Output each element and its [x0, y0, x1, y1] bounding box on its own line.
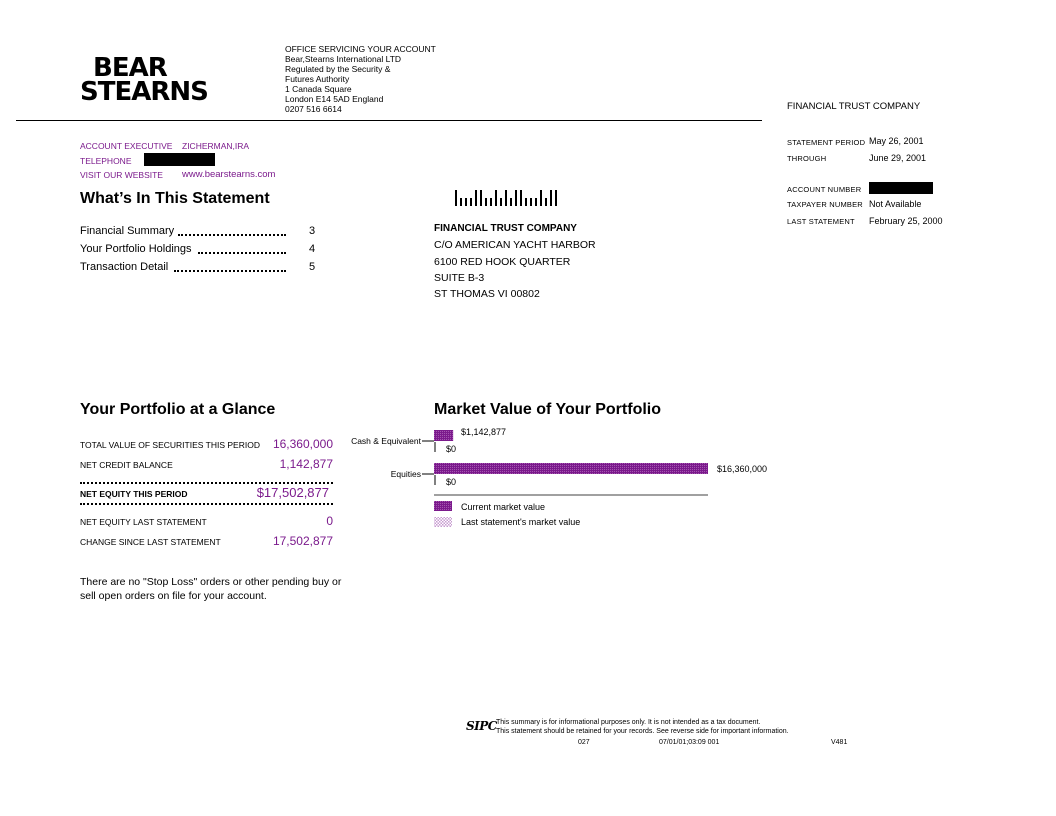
toc-item[interactable] — [80, 243, 316, 257]
toc-item[interactable] — [80, 261, 316, 275]
category-label: Cash & Equivalent — [351, 436, 421, 446]
statement-period-value: May 26, 2001 — [869, 136, 924, 146]
bar-current-label: $1,142,877 — [461, 427, 507, 437]
office-line: Regulated by the Security & — [285, 64, 391, 74]
sipc-logo: SIPC — [466, 719, 497, 733]
bar-last-label: $0 — [446, 444, 457, 454]
office-line: Bear,Stearns International LTD — [285, 54, 402, 64]
glance-title: Your Portfolio at a Glance — [80, 401, 276, 418]
office-line: 0207 516 6614 — [285, 104, 342, 114]
account-executive-value: ZICHERMAN,IRA — [182, 141, 250, 151]
chart-title: Market Value of Your Portfolio — [434, 401, 661, 418]
header-divider — [16, 120, 762, 121]
through-value: June 29, 2001 — [869, 153, 927, 163]
glance-row-value: $17,502,877 — [256, 485, 329, 500]
toc-item-label: Your Portfolio Holdings — [80, 243, 196, 255]
office-line: OFFICE SERVICING YOUR ACCOUNT — [285, 44, 436, 54]
glance-row-value: 0 — [326, 514, 333, 528]
last-statement-label: LAST STATEMENT — [787, 217, 855, 226]
glance-row-label: NET CREDIT BALANCE — [80, 460, 173, 470]
footer-code-2: 07/01/01;03:09 001 — [659, 739, 720, 746]
glance-dotted-rule — [80, 503, 333, 505]
toc-item-page: 3 — [309, 225, 316, 237]
toc-item[interactable] — [80, 225, 316, 239]
address-line: 6100 RED HOOK QUARTER — [434, 255, 571, 268]
logo-line-2: STEARNS — [80, 77, 208, 107]
category-label: Equities — [390, 469, 421, 479]
toc-leader — [174, 270, 286, 272]
taxpayer-number-value: Not Available — [869, 199, 922, 209]
glance-row-value: 17,502,877 — [272, 534, 333, 548]
account-executive-label: ACCOUNT EXECUTIVE — [80, 141, 173, 151]
statement-period-label: STATEMENT PERIOD — [787, 138, 866, 147]
toc-item-label: Transaction Detail — [80, 261, 172, 273]
address-line: FINANCIAL TRUST COMPANY — [434, 223, 577, 234]
office-line: London E14 5AD England — [285, 94, 384, 104]
footer-line-1: This summary is for informational purposes only. It is not intended as a tax document. — [496, 719, 761, 726]
taxpayer-number-label: TAXPAYER NUMBER — [787, 200, 863, 209]
toc-leader — [178, 234, 286, 236]
redacted-telephone — [144, 153, 215, 166]
legend-label-current: Current market value — [461, 502, 546, 512]
last-statement-value: February 25, 2000 — [869, 216, 943, 226]
glance-row-label: NET EQUITY LAST STATEMENT — [80, 517, 207, 527]
toc-item-label: Financial Summary — [80, 225, 178, 237]
toc-leader — [198, 252, 286, 254]
address-line: C/O AMERICAN YACHT HARBOR — [434, 239, 596, 252]
glance-row-label: NET EQUITY THIS PERIOD — [80, 489, 188, 499]
open-orders-note: There are no "Stop Loss" orders or other pending buy or sell open orders on file for your account. — [80, 576, 342, 602]
legend-label-last: Last statement's market value — [461, 517, 581, 527]
toc-item-page: 4 — [309, 243, 316, 255]
telephone-label: TELEPHONE — [80, 156, 132, 166]
glance-row-label: CHANGE SINCE LAST STATEMENT — [80, 537, 221, 547]
account-number-label: ACCOUNT NUMBER — [787, 185, 862, 194]
bar-last-label: $0 — [446, 477, 457, 487]
glance-dotted-rule — [80, 482, 333, 484]
bar-current — [434, 430, 453, 441]
office-servicing-block — [285, 44, 436, 114]
client-name-header: FINANCIAL TRUST COMPANY — [787, 101, 921, 112]
glance-row-value: 16,360,000 — [272, 437, 333, 451]
legend-swatch-last — [434, 517, 452, 527]
footer-line-2: This statement should be retained for your records. See reverse side for important information. — [496, 728, 789, 735]
website-link[interactable]: www.bearstearns.com — [182, 169, 276, 180]
toc-item-page: 5 — [309, 261, 316, 273]
footer-code-3: V481 — [831, 739, 848, 746]
postal-barcode-icon — [455, 190, 561, 206]
bar-current-label: $16,360,000 — [717, 464, 768, 474]
bear-stearns-logo — [80, 53, 208, 107]
office-line: Futures Authority — [285, 74, 350, 84]
address-line: SUITE B-3 — [434, 271, 485, 284]
glance-row-value: 1,142,877 — [279, 457, 333, 471]
glance-row-label: TOTAL VALUE OF SECURITIES THIS PERIOD — [80, 440, 260, 450]
toc-title: What’s In This Statement — [80, 190, 270, 207]
logo-line-1: BEAR — [93, 53, 167, 83]
website-label: VISIT OUR WEBSITE — [80, 170, 163, 180]
address-line: ST THOMAS VI 00802 — [434, 288, 540, 301]
mailing-address — [434, 221, 596, 302]
through-label: THROUGH — [787, 154, 827, 163]
bar-current — [434, 463, 708, 474]
office-line: 1 Canada Square — [285, 84, 352, 94]
redacted-account-number — [869, 182, 933, 194]
market-value-chart — [340, 425, 800, 535]
legend-swatch-current — [434, 501, 452, 511]
footer-code-1: 027 — [578, 739, 590, 746]
